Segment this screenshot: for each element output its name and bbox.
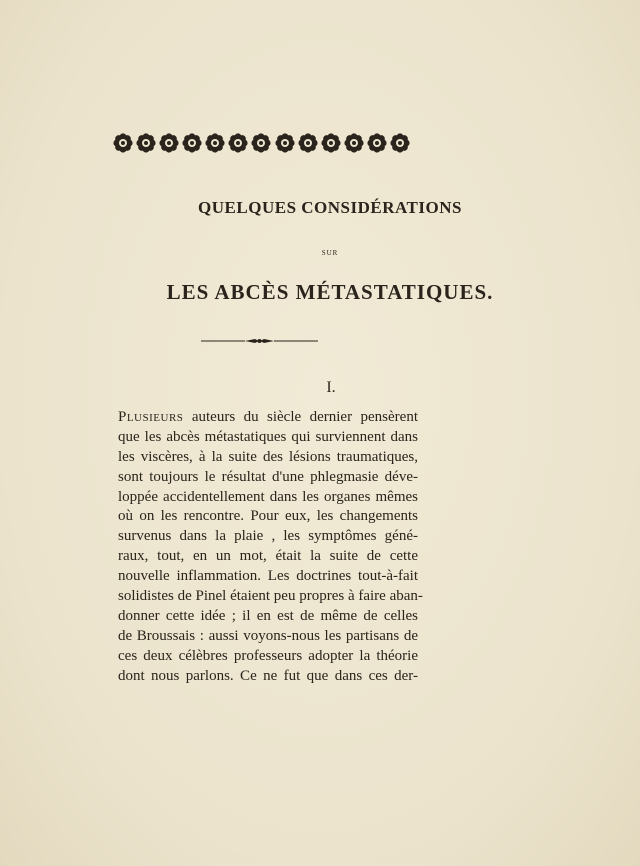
body-line: les viscères, à la suite des lésions traumatiques, (118, 448, 418, 465)
body-line: dont nous parlons. Ce ne fut que dans ces der- (118, 667, 418, 684)
body-line: ces deux célèbres professeurs adopter la théorie (118, 647, 418, 664)
title-line-2: LES ABCÈS MÉTASTATIQUES. (166, 280, 494, 304)
body-line-text: auteurs du siècle dernier pensèrent (183, 409, 418, 425)
body-line: loppée accidentellement dans les organes mêmes (118, 488, 418, 505)
rosette-ornament (366, 132, 388, 154)
rosette-ornament (158, 132, 180, 154)
rosette-ornament (181, 132, 203, 154)
rosette-ornament (320, 132, 342, 154)
body-line (118, 408, 418, 428)
body-line: que les abcès métastatiques qui surviennent dans (118, 428, 418, 445)
rosette-ornament (297, 132, 319, 154)
body-line: sont toujours le résultat d'une phlegmasie déve- (118, 468, 418, 485)
title-line-1: QUELQUES CONSIDÉRATIONS (198, 198, 462, 217)
rosette-ornament (135, 132, 157, 154)
body-line: survenus dans la plaie , les symptômes géné- (118, 528, 418, 545)
section-number: I. (326, 379, 336, 396)
rosette-ornament (343, 132, 365, 154)
body-line: donner cette idée ; il en est de même de celles (118, 607, 418, 624)
body-line: nouvelle inflammation. Les doctrines tout-à-fait (118, 568, 418, 585)
rosette-ornament (389, 132, 411, 154)
rosette-ornament (112, 132, 134, 154)
rosette-ornament (250, 132, 272, 154)
rosette-ornament (204, 132, 226, 154)
body-line: raux, tout, en un mot, était la suite de cette (118, 548, 418, 565)
ornamental-band (112, 128, 411, 158)
body-paragraph (118, 408, 423, 686)
rosette-ornament (227, 132, 249, 154)
rosette-ornament (274, 132, 296, 154)
ornamental-rule (201, 334, 318, 348)
body-line: où on les rencontre. Pour eux, les changements (118, 508, 418, 525)
title-connector: SUR (321, 249, 339, 257)
body-line: solidistes de Pinel étaient peu propres à faire aban- (118, 588, 423, 605)
body-line: de Broussais : aussi voyons-nous les partisans de (118, 627, 418, 644)
dropcap-word: Plusieurs (118, 409, 184, 425)
